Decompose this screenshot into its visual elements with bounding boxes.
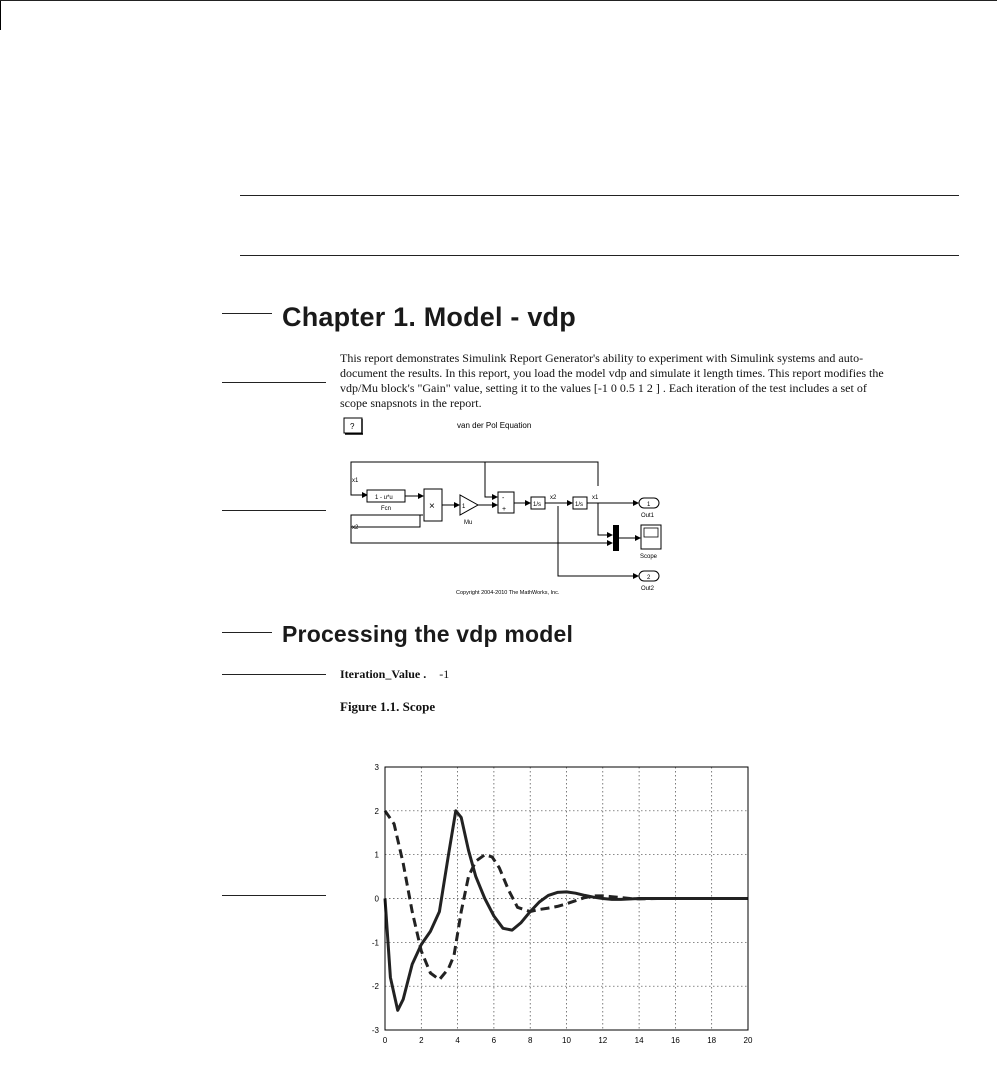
margin-marker-intro bbox=[222, 382, 326, 383]
section-title: Processing the vdp model bbox=[282, 621, 574, 647]
y-tick-label: -3 bbox=[371, 1026, 379, 1035]
out2-port-number: 2 bbox=[647, 575, 651, 581]
out1-port-number: 1 bbox=[647, 502, 651, 508]
header-rule-bottom bbox=[240, 255, 959, 256]
y-tick-label: -2 bbox=[371, 982, 379, 992]
scope-block-label: Scope bbox=[640, 554, 658, 560]
page-corner-mark bbox=[0, 0, 1, 30]
mux-block[interactable] bbox=[613, 525, 619, 551]
fcn-block-text: 1 - u*u bbox=[375, 495, 393, 501]
gain-block-label: Mu bbox=[464, 520, 473, 526]
signal-x1-mid-label: x1 bbox=[592, 495, 599, 501]
margin-marker-figure bbox=[222, 895, 326, 896]
x-tick-label: 8 bbox=[527, 1036, 533, 1045]
product-block-text: × bbox=[429, 501, 435, 512]
y-tick-label: -1 bbox=[371, 938, 379, 948]
x-tick-label: 18 bbox=[707, 1036, 717, 1045]
model-title: van der Pol Equation bbox=[457, 421, 532, 430]
out1-port-label: Out1 bbox=[641, 513, 655, 519]
iteration-row bbox=[340, 667, 449, 682]
out2-port-label: Out2 bbox=[641, 586, 655, 592]
x-tick-label: 2 bbox=[419, 1036, 424, 1045]
chapter-title: Chapter 1. Model - vdp bbox=[282, 302, 576, 332]
figure-caption: Figure 1.1. Scope bbox=[340, 699, 436, 714]
vdp-model-diagram bbox=[330, 415, 690, 600]
margin-marker-section bbox=[222, 632, 272, 633]
x2-to-product-line bbox=[351, 515, 423, 527]
x-tick-label: 12 bbox=[598, 1036, 608, 1045]
model-copyright: Copyright 2004-2010 The MathWorks, Inc. bbox=[456, 590, 560, 596]
x-tick-label: 20 bbox=[743, 1036, 753, 1045]
integrator-2-text: 1/s bbox=[575, 502, 584, 508]
fcn-block-label: Fcn bbox=[381, 506, 392, 512]
y-tick-label: 0 bbox=[374, 894, 379, 904]
intro-paragraph: This report demonstrates Simulink Report Generator's ability to experiment with Simulink systems and auto-document the results. In this report, you load the model vdp and simulate it length times. This report modifies the vdp/Mu block's "Gain" value, setting it to the values [-1 0 0.5 1 2 ] . Each iteration of the test includes a set of scope snapsnots in the report. bbox=[340, 351, 884, 410]
x-tick-label: 10 bbox=[562, 1036, 571, 1045]
sum-minus-sign: - bbox=[502, 495, 505, 502]
y-tick-label: 1 bbox=[374, 850, 379, 860]
x-tick-label: 4 bbox=[455, 1036, 460, 1045]
x1-to-sum-line bbox=[485, 462, 497, 497]
y-tick-label: 2 bbox=[374, 806, 379, 816]
signal-x2-label: x2 bbox=[352, 525, 359, 531]
x1-to-mux-line bbox=[598, 503, 612, 535]
x-tick-label: 0 bbox=[382, 1036, 388, 1045]
x-tick-label: 16 bbox=[670, 1036, 680, 1045]
series-line-x2 bbox=[385, 811, 657, 980]
margin-marker-chapter bbox=[222, 313, 272, 314]
x-tick-label: 6 bbox=[491, 1036, 497, 1045]
page-top-border bbox=[0, 0, 997, 1]
iteration-value: -1 bbox=[439, 667, 450, 681]
header-rule-top bbox=[240, 195, 959, 196]
model-help-label: ? bbox=[350, 422, 355, 431]
gain-block-text: 1 bbox=[462, 504, 466, 510]
scope-chart bbox=[360, 760, 760, 1045]
x-tick-label: 14 bbox=[634, 1036, 644, 1045]
iteration-label: Iteration_Value . bbox=[340, 667, 427, 681]
x2-to-out2-line bbox=[558, 543, 638, 576]
signal-x2-mid-label: x2 bbox=[550, 495, 557, 501]
margin-marker-diagram bbox=[222, 510, 326, 511]
integrator-1-text: 1/s bbox=[533, 502, 542, 508]
sum-plus-sign: + bbox=[502, 506, 507, 513]
y-tick-label: 3 bbox=[374, 763, 379, 772]
margin-marker-iteration bbox=[222, 674, 326, 675]
signal-x1-label: x1 bbox=[352, 478, 359, 484]
